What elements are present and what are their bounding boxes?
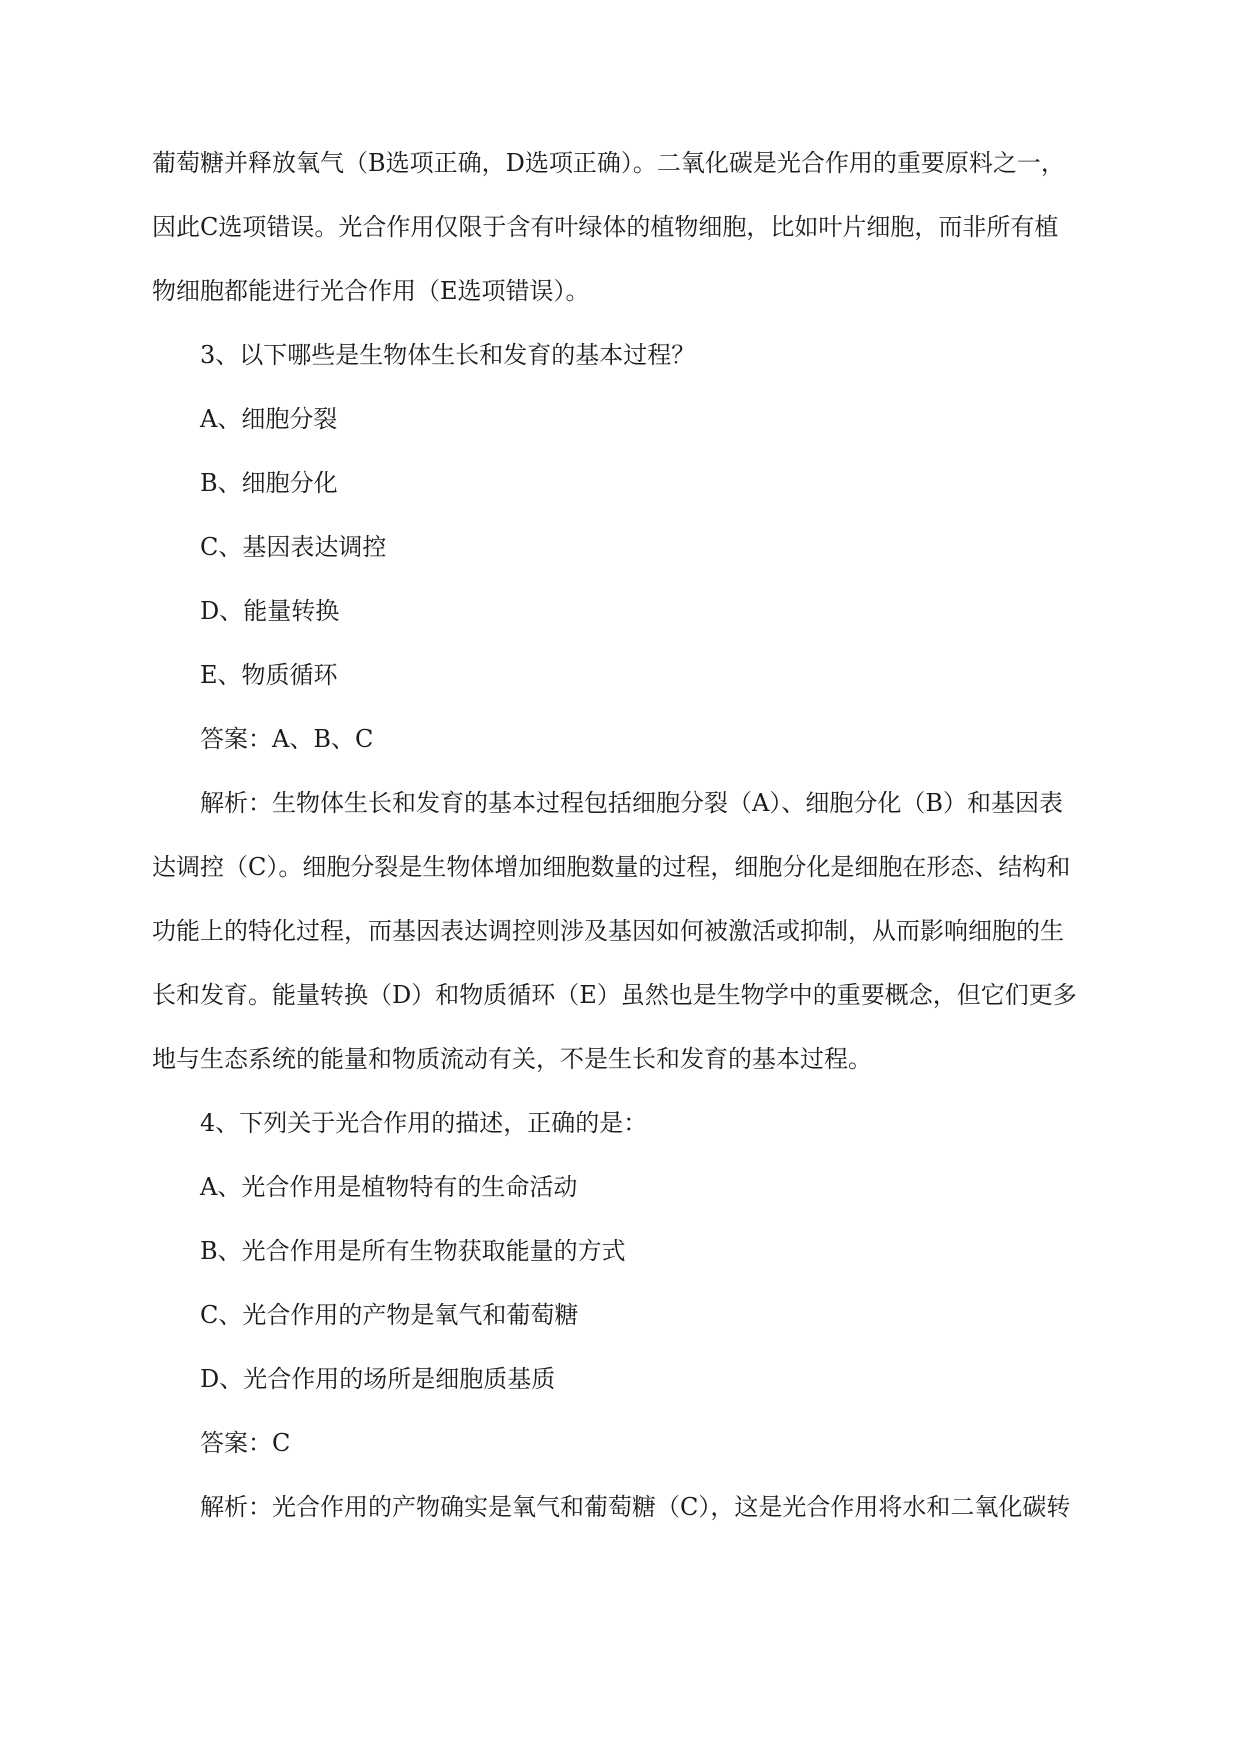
q4-question: 4、下列关于光合作用的描述，正确的是： [200, 1109, 648, 1137]
q4-explanation-line-1: 解析：光合作用的产物确实是氧气和葡萄糖（C），这是光合作用将水和二氧化碳转 [200, 1493, 1071, 1521]
q3-option-e: E、物质循环 [200, 661, 338, 689]
q4-option-c: C、光合作用的产物是氧气和葡萄糖 [200, 1301, 579, 1329]
q4-option-a: A、光合作用是植物特有的生命活动 [200, 1173, 578, 1201]
q4-option-b: B、光合作用是所有生物获取能量的方式 [200, 1237, 626, 1265]
q3-explanation-line-4: 长和发育。能量转换（D）和物质循环（E）虽然也是生物学中的重要概念，但它们更多 [152, 981, 1077, 1009]
q3-explanation-line-1: 解析：生物体生长和发育的基本过程包括细胞分裂（A）、细胞分化（B）和基因表 [200, 789, 1063, 817]
q3-option-d: D、能量转换 [200, 597, 340, 625]
prev-explanation-line-1: 葡萄糖并释放氧气（B选项正确，D选项正确）。二氧化碳是光合作用的重要原料之一， [152, 149, 1065, 177]
q3-explanation-line-5: 地与生态系统的能量和物质流动有关，不是生长和发育的基本过程。 [152, 1045, 872, 1073]
prev-explanation-line-3: 物细胞都能进行光合作用（E选项错误）。 [152, 277, 590, 305]
q3-answer: 答案：A、B、C [200, 725, 374, 753]
q4-option-d: D、光合作用的场所是细胞质基质 [200, 1365, 556, 1393]
q3-question: 3、以下哪些是生物体生长和发育的基本过程？ [200, 341, 696, 369]
q3-option-c: C、基因表达调控 [200, 533, 387, 561]
q3-option-b: B、细胞分化 [200, 469, 338, 497]
q3-explanation-line-2: 达调控（C）。细胞分裂是生物体增加细胞数量的过程，细胞分化是细胞在形态、结构和 [152, 853, 1071, 881]
q3-option-a: A、细胞分裂 [200, 405, 338, 433]
q4-answer: 答案：C [200, 1429, 291, 1457]
prev-explanation-line-2: 因此C选项错误。光合作用仅限于含有叶绿体的植物细胞，比如叶片细胞，而非所有植 [152, 213, 1059, 241]
q3-explanation-line-3: 功能上的特化过程，而基因表达调控则涉及基因如何被激活或抑制，从而影响细胞的生 [152, 917, 1064, 945]
